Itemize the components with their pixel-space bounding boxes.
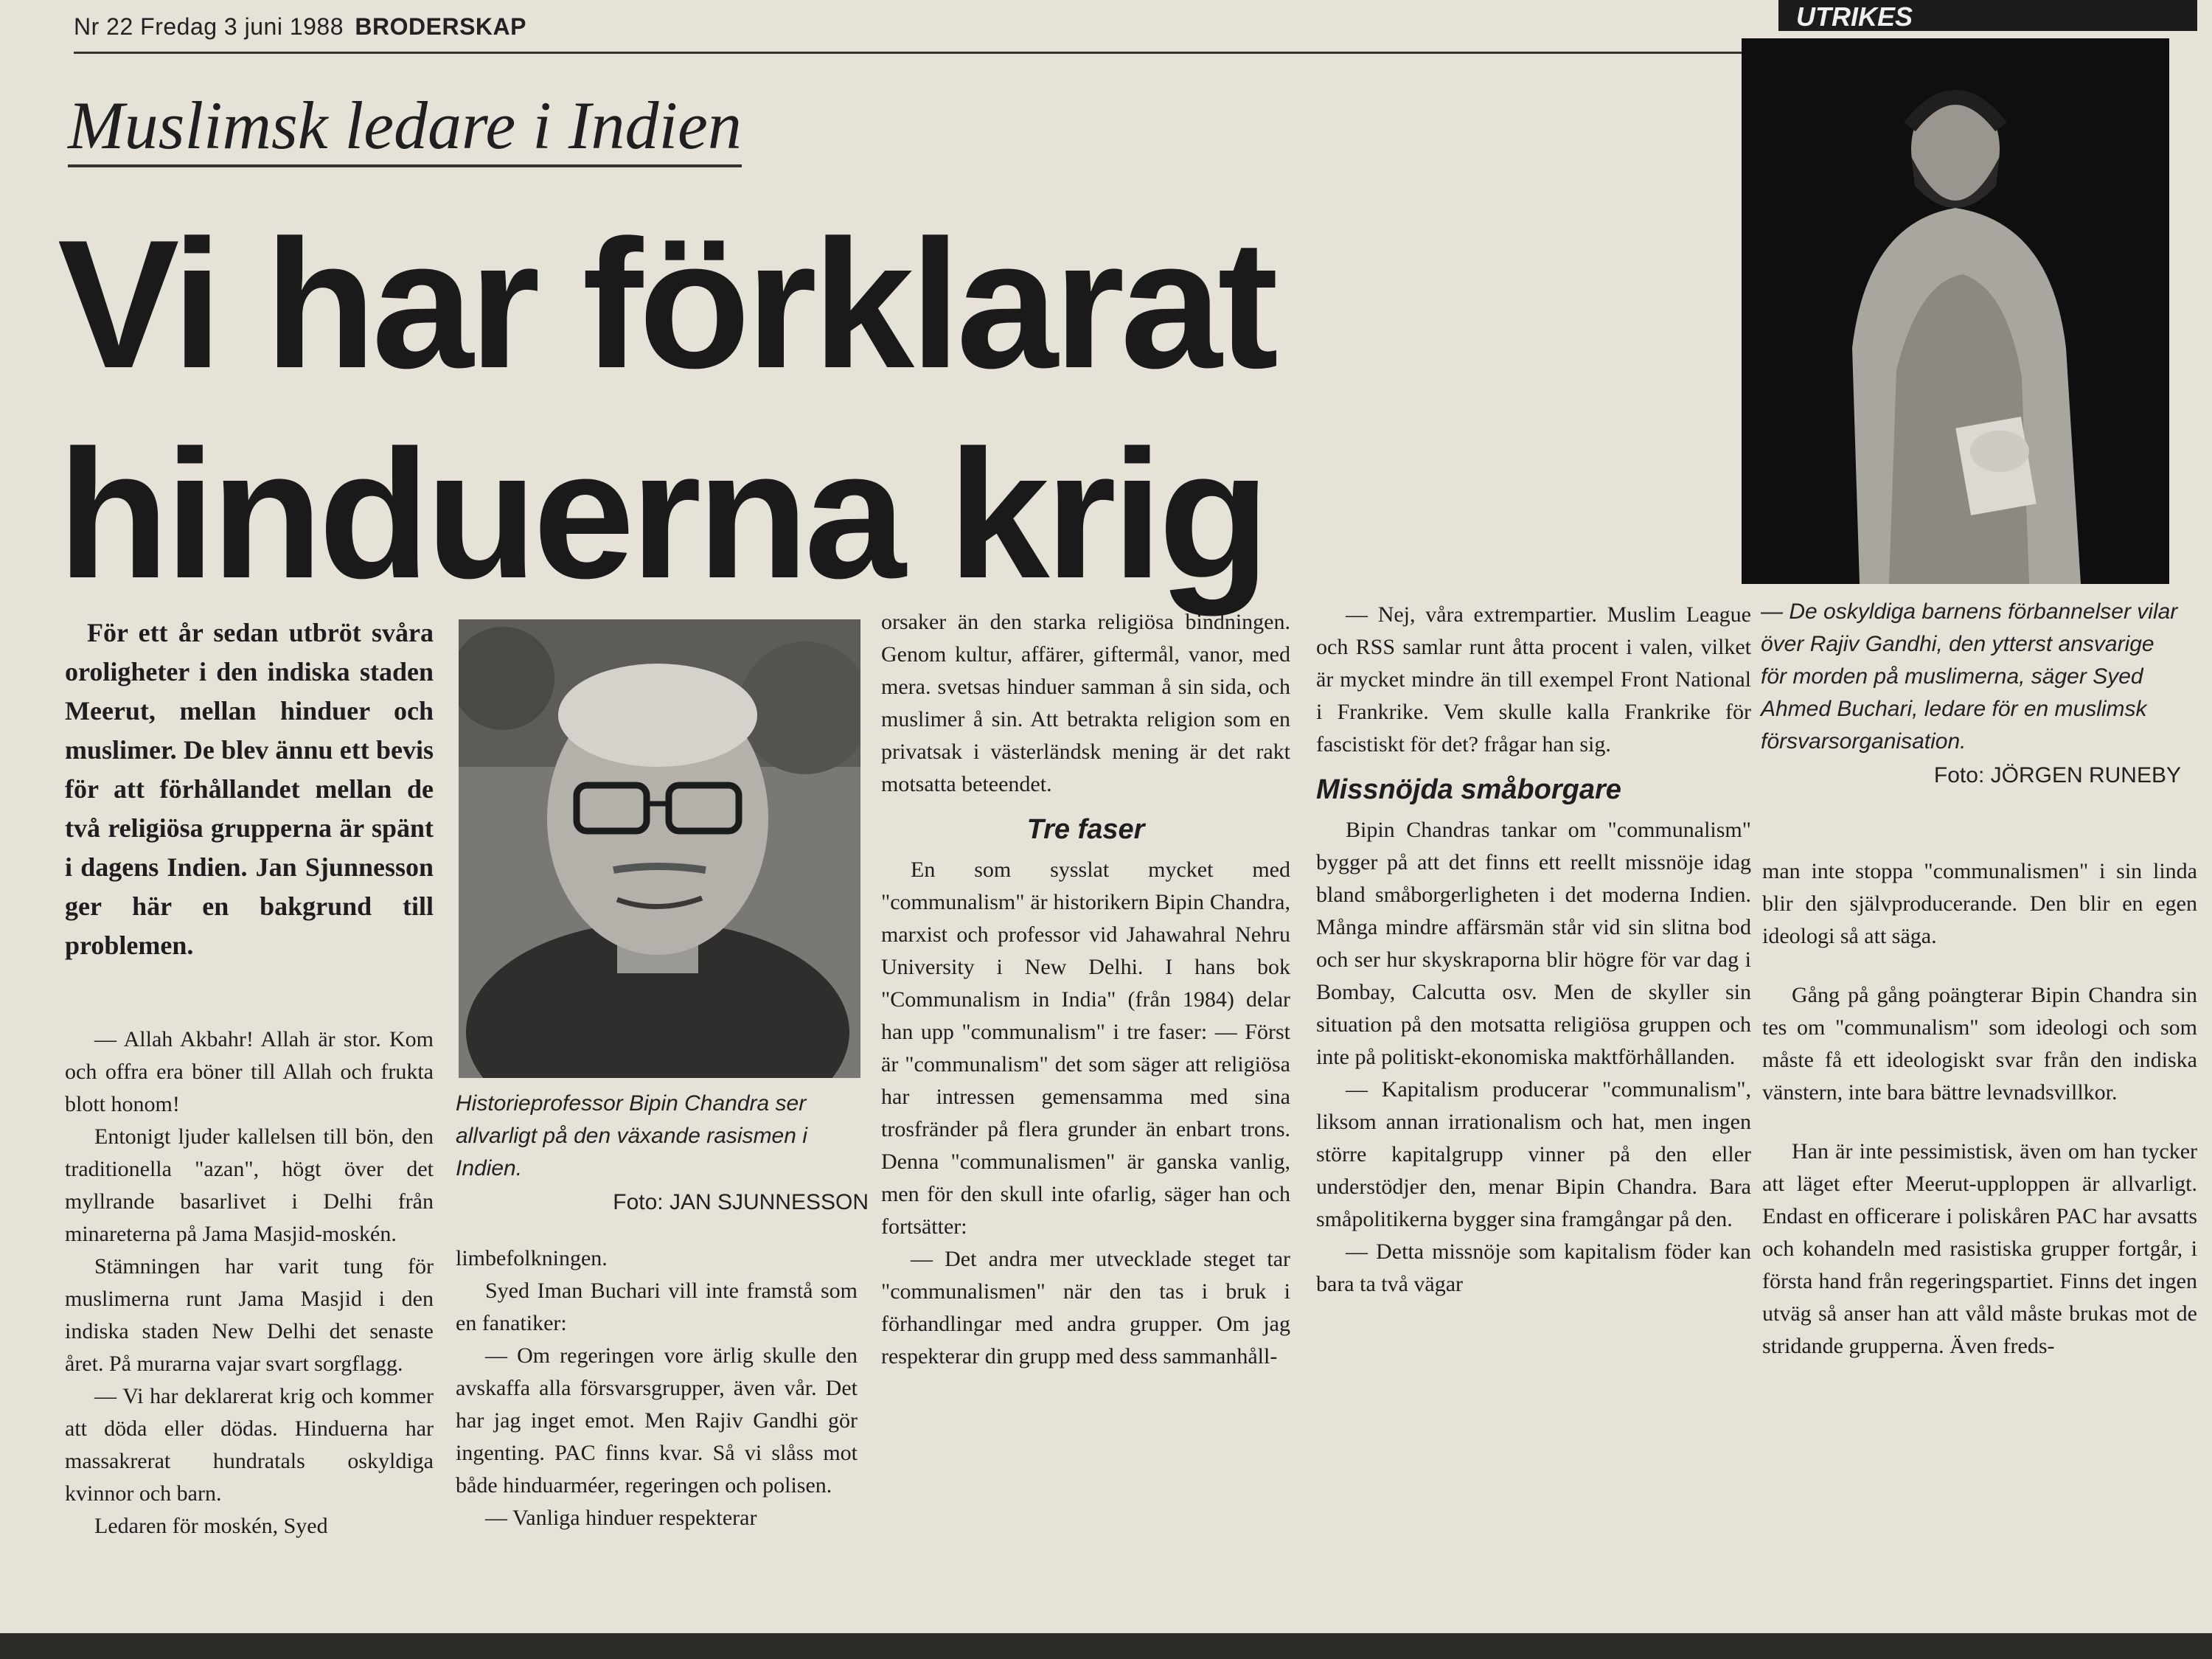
paragraph: — Nej, våra extrempartier. Muslim League och RSS samlar runt åtta procent i valen, vilket är mycket mindre än till exempel Front National i Frankrike. Vem skulle kalla Frankrike för fascistiskt för det? frågar han sig. (1316, 602, 1751, 757)
paragraph: — Allah Akbahr! Allah är stor. Kom och offra era böner till Allah och frukta blott honom! (65, 1027, 434, 1116)
paragraph: Syed Iman Buchari vill inte framstå som en fanatiker: (456, 1279, 858, 1335)
headline-line-2: hinduerna krig (58, 411, 1266, 616)
caption-text: — De oskyldiga barnens förbannelser vilar över Rajiv Gandhi, den ytterst ansvarige för morden på muslimerna, säger Syed Ahmed Buchari, ledare för en muslimsk försvarsorganisation. (1761, 599, 2178, 754)
text-column-2 (456, 1242, 858, 1534)
paragraph: Gång på gång poängterar Bipin Chandra sin tes om "communalism" som ideologi och som måste få ett ideologiskt svar från den indiska vänstern, inte bara bättre levnadsvillkor. (1762, 983, 2197, 1105)
subheading-missnojda-smaborgare: Missnöjda småborgare (1316, 774, 1621, 805)
paragraph: Han är inte pessimistisk, även om han tycker att läget efter Meerut-upploppen är allvarligt. Endast en officerare i poliskåren PAC har avsatts och kohandeln med rasistiska grupper fortgår, i första hand från regeringspartiet. Finns det ingen utväg så anser han att våld måste brukas mot de stridande grupperna. Även freds- (1762, 1139, 2197, 1358)
portrait-photo-syed-buchari (1742, 38, 2169, 584)
paragraph: En som sysslat mycket med "communalism" är historikern Bipin Chandra, marxist och professor vid Jahawahral Nehru University i New Delhi. I hans bok "Communalism in India" (från 1984) delar han upp "communalism" i tre faser: — Först är "communalism" det som säger att religiösa har intressen gemensamma med sina trosfränder på flera grunder än enbart trons. Denna "communalismen" är ganska vanlig, men för den skull inte ofarlig, säger han och fortsätter: (881, 858, 1290, 1239)
portrait-image (1742, 38, 2169, 584)
paragraph: Entonigt ljuder kallelsen till bön, den traditionella "azan", högt över det myllrande basarlivet i Delhi från minareterna på Jama Masjid-moskén. (65, 1124, 434, 1246)
article-headline (58, 199, 1702, 619)
paragraph: — Det andra mer utvecklade steget tar "communalismen" när den tas i bruk i förhandlingar med andra grupper. Om jag respekterar din grupp med dess sammanhåll- (881, 1247, 1290, 1368)
photo-caption-1 (456, 1088, 869, 1219)
paragraph: Bipin Chandras tankar om "communalism" bygger på att det finns ett reellt missnöje idag bland småborgerligheten i det moderna Indien. Många mindre affärsmän står vid sin slitna bod och ser hur skyskraporna blir högre för var dag i Bombay, Calcutta osv. Men de skyller sin situation på den motsatta religiösa gruppen och inte på politiskt-ekonomiska maktförhållanden. (1316, 818, 1751, 1069)
header-rule (74, 52, 1755, 54)
paragraph: — Kapitalism producerar "communalism", liksom annan irrationalism och hat, men ingen större kapitalgrupp vinner på den eller understödjer den, menar Bipin Chandra. Bara småpolitikerna bygger sina framgångar på den. (1316, 1077, 1751, 1231)
text-column-4 (1316, 599, 1751, 1301)
section-tag: UTRIKES (1778, 0, 2197, 31)
paragraph: man inte stoppa "communalismen" i sin linda blir den självproducerande. Den blir en egen ideologi så att säga. (1762, 859, 2197, 948)
paragraph: orsaker än den starka religiösa bindningen. Genom kultur, affärer, giftermål, vanor, med mera. svetsas hinduer samman å sin sida, och muslimer å sin. Att betrakta religion som en privatsak i västerländsk mening är det rakt motsatta beteendet. (881, 610, 1290, 796)
subheading-tre-faser: Tre faser (1026, 814, 1145, 845)
text-column-1 (65, 1023, 434, 1543)
text-column-5 (1762, 855, 2197, 1363)
paragraph: limbefolkningen. (456, 1246, 608, 1270)
caption-text: Historieprofessor Bipin Chandra ser allvarligt på den växande rasismen i Indien. (456, 1091, 807, 1180)
paragraph: — Vanliga hinduer respekterar (485, 1506, 757, 1530)
page-edge-background (0, 1633, 2212, 1659)
paragraph: — Vi har deklarerat krig och kommer att döda eller dödas. Hinduerna har massakrerat hundratals oskyldiga kvinnor och barn. (65, 1384, 434, 1506)
paragraph: — Detta missnöje som kapitalism föder kan bara ta två vägar (1316, 1239, 1751, 1296)
text-column-3 (881, 606, 1290, 1373)
paragraph: — Om regeringen vore ärlig skulle den avskaffa alla försvarsgrupper, även vår. Det har jag inget emot. Men Rajiv Gandhi gör ingenting. PAC finns kvar. Så vi slåss mot både hinduarméer, regeringen och polisen. (456, 1343, 858, 1498)
photo-caption-2 (1761, 596, 2181, 792)
headline-line-1: Vi har förklarat (58, 201, 1274, 406)
photo-credit: Foto: JAN SJUNNESSON (613, 1190, 869, 1214)
portrait-photo-bipin-chandra (459, 619, 860, 1078)
paragraph: Stämningen har varit tung för muslimerna runt Jama Masjid i den indiska staden New Delhi det senaste året. På murarna vajar svart sorgflagg. (65, 1254, 434, 1376)
article-ingress: För ett år sedan utbröt svåra oroligheter i den indiska staden Meerut, mellan hinduer och muslimer. De blev ännu ett bevis för att förhållandet mellan de två religiösa grupperna är spänt i dagens Indien. Jan Sjunnesson ger här en bakgrund till problemen. (65, 618, 434, 960)
portrait-image (459, 619, 860, 1078)
paragraph: Ledaren för moskén, Syed (94, 1514, 328, 1538)
paper-name: BRODERSKAP (355, 13, 526, 40)
article-kicker: Muslimsk ledare i Indien (68, 88, 742, 167)
issue-date: Nr 22 Fredag 3 juni 1988 (74, 13, 344, 40)
issue-line (74, 13, 526, 41)
photo-credit: Foto: JÖRGEN RUNEBY (1933, 763, 2181, 787)
